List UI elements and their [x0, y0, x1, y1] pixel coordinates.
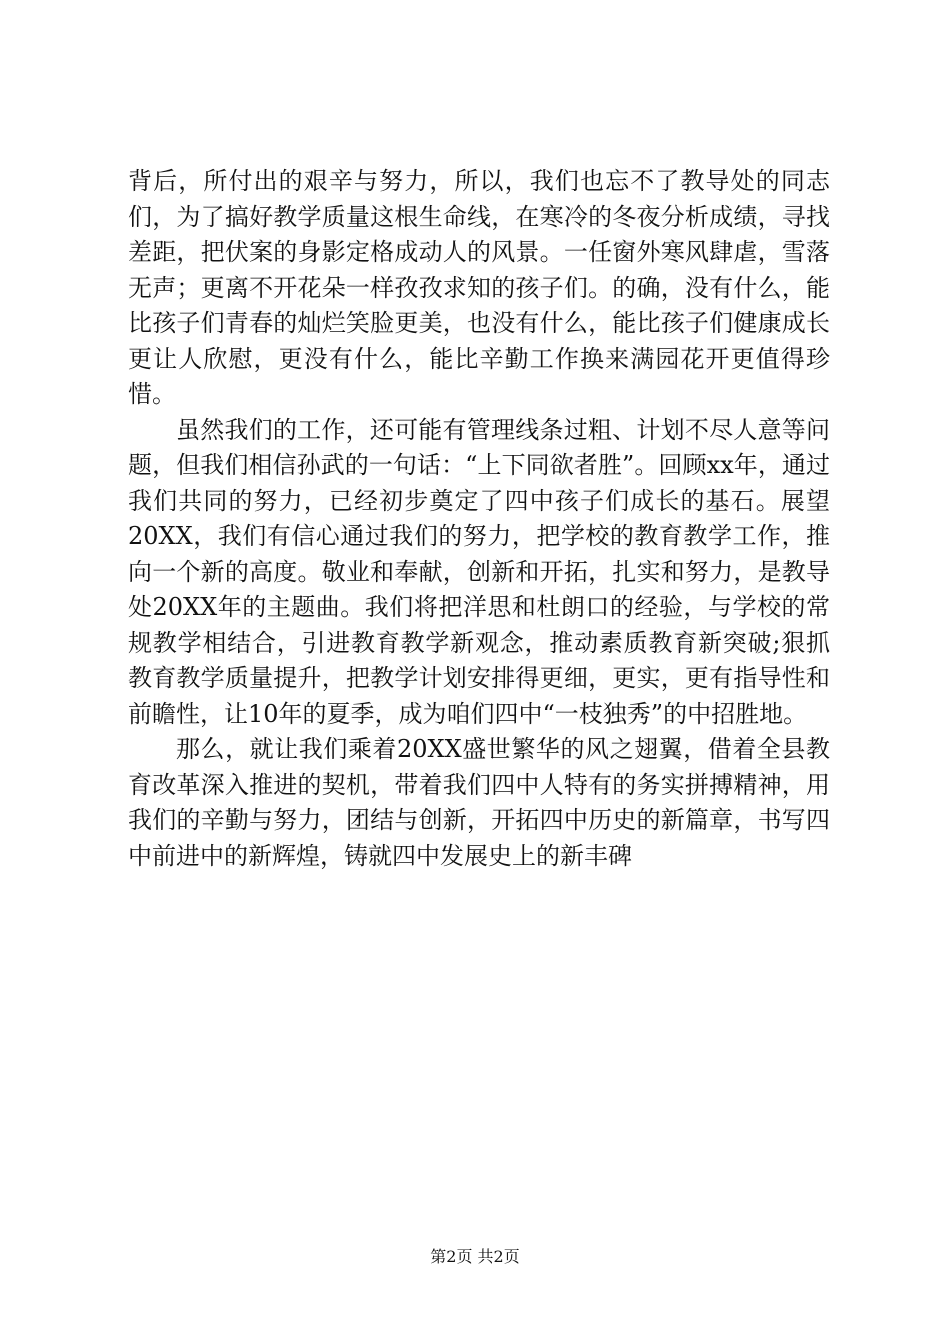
paragraph: 那么，就让我们乘着20XX盛世繁华的风之翅翼，借着全县教育改革深入推进的契机，带着我们四中人特有的务实拼搏精神，用我们的辛勤与努力，团结与创新，开拓四中历史的新篇章，书写四中前进中的新辉煌，铸就四中发展史上的新丰碑: [128, 735, 830, 870]
document-body: [128, 164, 830, 874]
page-number-footer: 第2页 共2页: [430, 1247, 520, 1266]
paragraph: 虽然我们的工作，还可能有管理线条过粗、计划不尽人意等问题，但我们相信孙武的一句话：“上下同欲者胜”。回顾xx年，通过我们共同的努力，已经初步奠定了四中孩子们成长的基石。展望20XX，我们有信心通过我们的努力，把学校的教育教学工作，推向一个新的高度。敬业和奉献，创新和开拓，扎实和努力，是教导处20XX年的主题曲。我们将把洋思和杜朗口的经验，与学校的常规教学相结合，引进教育教学新观念，推动素质教育新突破;狠抓教育教学质量提升，把教学计划安排得更细，更实，更有指导性和前瞻性，让10年的夏季，成为咱们四中“一枝独秀”的中招胜地。: [128, 415, 830, 728]
paragraph-continuation: 背后，所付出的艰辛与努力，所以，我们也忘不了教导处的同志们，为了搞好教学质量这根生命线，在寒冷的冬夜分析成绩，寻找差距，把伏案的身影定格成动人的风景。一任窗外寒风肆虐，雪落无声；更离不开花朵一样孜孜求知的孩子们。的确，没有什么，能比孩子们青春的灿烂笑脸更美，也没有什么，能比孩子们健康成长更让人欣慰，更没有什么，能比辛勤工作换来满园花开更值得珍惜。: [128, 167, 830, 408]
